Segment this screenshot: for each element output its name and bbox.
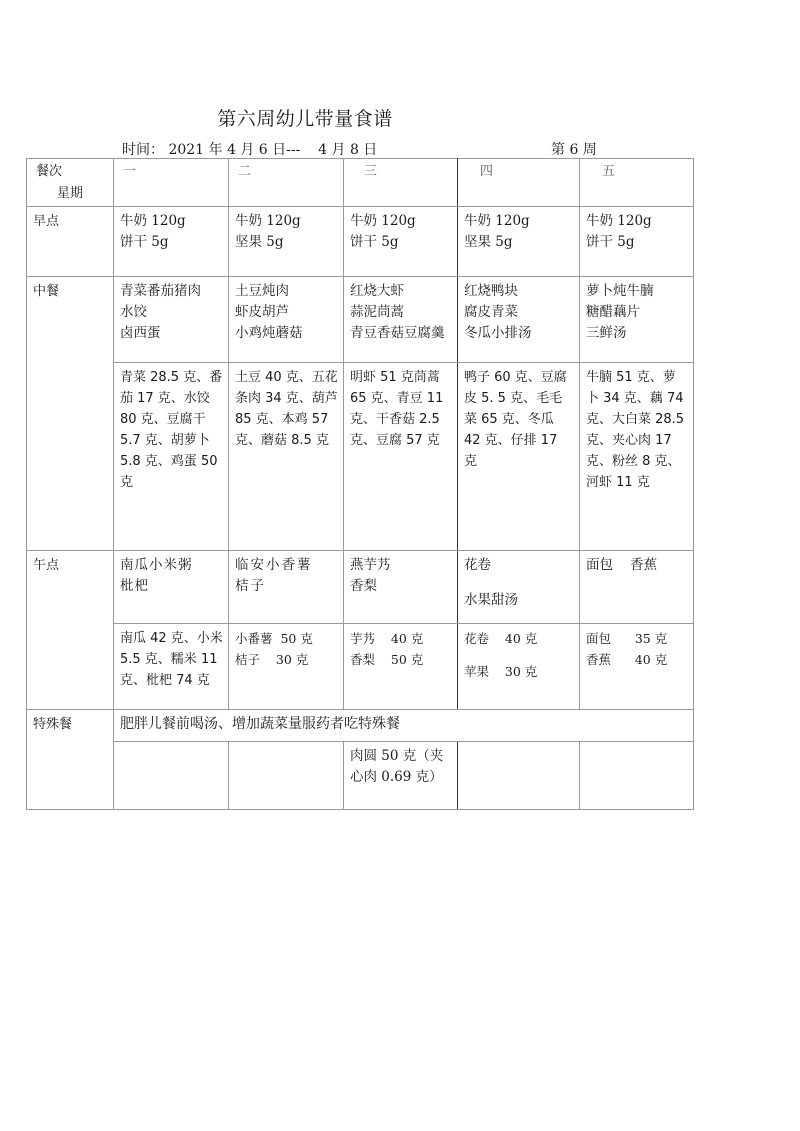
afternoon-row — [27, 551, 694, 624]
lunch-amounts-row — [27, 363, 694, 551]
afternoon-thu — [458, 551, 580, 624]
day-header-fri: 五 — [580, 159, 694, 207]
special-row — [27, 710, 694, 742]
afternoon-amounts-row — [27, 624, 694, 710]
day-header-tue: 二 — [229, 159, 344, 207]
corner-meal-label: 餐次 — [36, 164, 63, 179]
lunch-amount-thu: 鸭子 60 克、豆腐皮 5. 5 克、毛毛菜 65 克、冬瓜 42 克、仔排 17 克 — [458, 363, 580, 551]
day-header-thu: 四 — [458, 159, 580, 207]
breakfast-tue: 牛奶 120g 坚果 5g — [229, 207, 344, 277]
afternoon-amount-mon: 南瓜 42 克、小米 5.5 克、糯米 11 克、枇杷 74 克 — [114, 624, 229, 710]
row-label-special: 特殊餐 — [27, 710, 114, 810]
afternoon-mon: 南瓜小米粥 枇杷 — [114, 551, 229, 624]
menu-table — [26, 158, 694, 810]
lunch-thu: 红烧鸭块 腐皮青菜 冬瓜小排汤 — [458, 277, 580, 363]
breakfast-fri: 牛奶 120g 饼干 5g — [580, 207, 694, 277]
day-header-mon: 一 — [114, 159, 229, 207]
row-label-lunch: 中餐 — [27, 277, 114, 551]
special-fri — [580, 742, 694, 810]
corner-header-cell — [27, 159, 114, 207]
lunch-amount-mon: 青菜 28.5 克、番茄 17 克、水饺 80 克、豆腐干 5.7 克、胡萝卜 5.8 克、鸡蛋 50 克 — [114, 363, 229, 551]
afternoon-thu-amount-1: 花卷 40 克 — [464, 631, 538, 646]
date-line — [122, 139, 377, 159]
special-wed: 肉圆 50 克（夹心肉 0.69 克） — [344, 742, 458, 810]
special-mon — [114, 742, 229, 810]
afternoon-wed: 燕芋艿 香梨 — [344, 551, 458, 624]
lunch-amount-tue: 土豆 40 克、五花条肉 34 克、葫芦 85 克、本鸡 57 克、蘑菇 8.5 克 — [229, 363, 344, 551]
afternoon-amount-thu — [458, 624, 580, 710]
afternoon-thu-item-2: 水果甜汤 — [464, 592, 518, 608]
afternoon-thu-amount-2: 苹果 30 克 — [464, 664, 538, 679]
lunch-mon: 青菜番茄猪肉 水饺 卤西蛋 — [114, 277, 229, 363]
lunch-wed: 红烧大虾 蒜泥茼蒿 青豆香菇豆腐羹 — [344, 277, 458, 363]
row-label-breakfast: 早点 — [27, 207, 114, 277]
breakfast-row — [27, 207, 694, 277]
special-detail-row — [27, 742, 694, 810]
week-number: 第 6 周 — [551, 142, 597, 158]
afternoon-tue: 临安小香薯 桔子 — [229, 551, 344, 624]
lunch-fri: 萝卜炖牛腩 糖醋藕片 三鲜汤 — [580, 277, 694, 363]
page-title: 第六周幼儿带量食谱 — [217, 108, 393, 130]
breakfast-mon: 牛奶 120g 饼干 5g — [114, 207, 229, 277]
lunch-amount-wed: 明虾 51 克茼蒿 65 克、青豆 11 克、干香菇 2.5 克、豆腐 57 克 — [344, 363, 458, 551]
special-note: 肥胖儿餐前喝汤、增加蔬菜量服药者吃特殊餐 — [114, 710, 694, 742]
lunch-amount-fri: 牛腩 51 克、萝卜 34 克、藕 74 克、大白菜 28.5 克、夹心肉 17 克、粉丝 8 克、河虾 11 克 — [580, 363, 694, 551]
special-thu — [458, 742, 580, 810]
afternoon-amount-wed: 芋艿 40 克 香梨 50 克 — [344, 624, 458, 710]
breakfast-thu: 牛奶 120g 坚果 5g — [458, 207, 580, 277]
date-range: 2021 年 4 月 6 日--- 4 月 8 日 — [168, 142, 378, 158]
lunch-tue: 土豆炖肉 虾皮胡芦 小鸡炖蘑菇 — [229, 277, 344, 363]
date-label: 时间： — [122, 142, 164, 158]
afternoon-amount-tue: 小番薯 50 克 桔子 30 克 — [229, 624, 344, 710]
afternoon-fri: 面包 香蕉 — [580, 551, 694, 624]
special-tue — [229, 742, 344, 810]
breakfast-wed: 牛奶 120g 饼干 5g — [344, 207, 458, 277]
day-header-wed: 三 — [344, 159, 458, 207]
afternoon-thu-item-1: 花卷 — [464, 557, 491, 573]
row-label-afternoon: 午点 — [27, 551, 114, 710]
corner-day-label: 星期 — [57, 186, 84, 201]
header-row — [27, 159, 694, 207]
lunch-row — [27, 277, 694, 363]
afternoon-amount-fri: 面包 35 克 香蕉 40 克 — [580, 624, 694, 710]
